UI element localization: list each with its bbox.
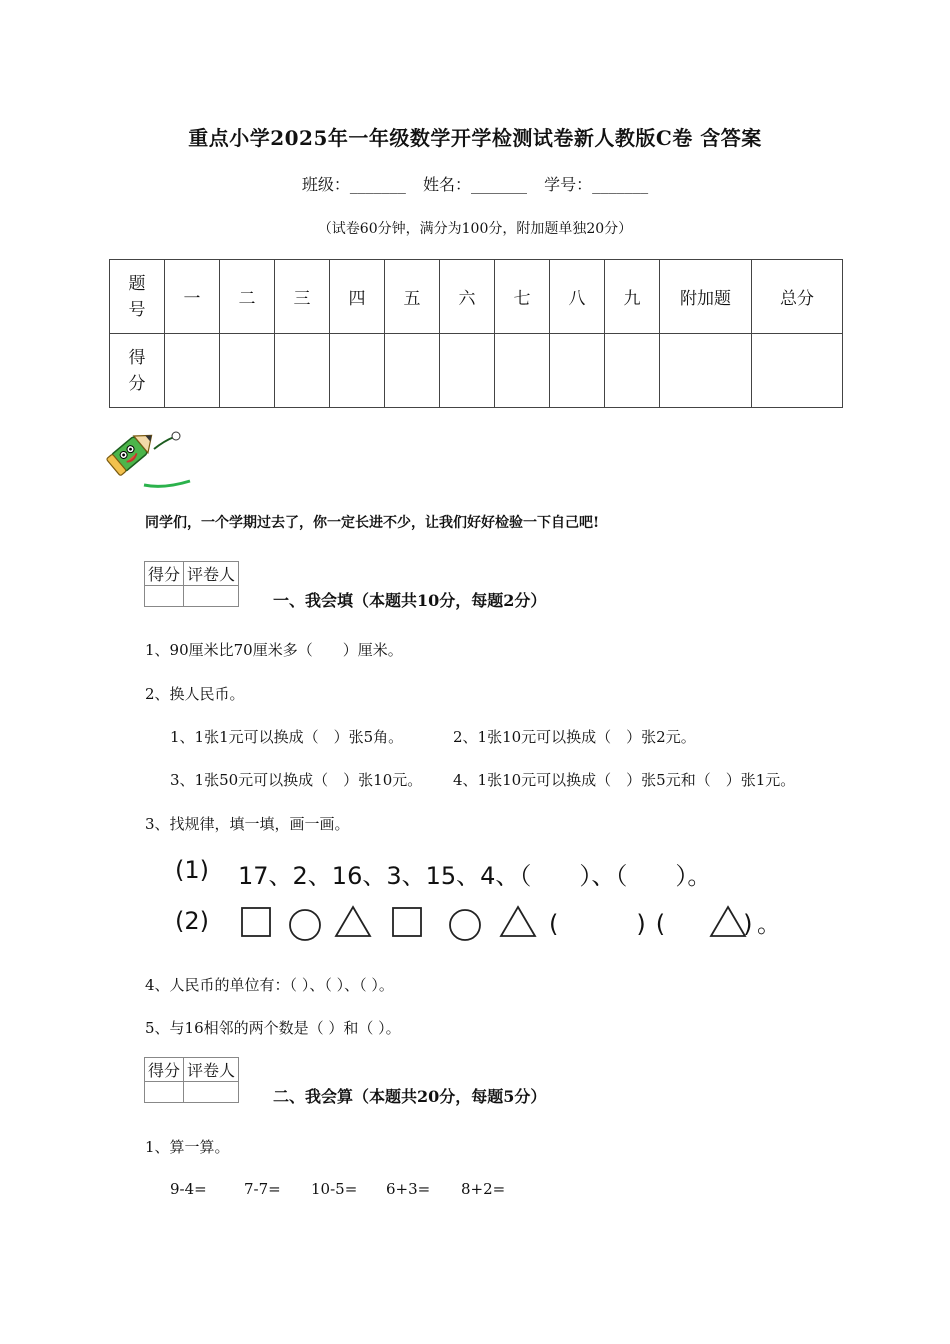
question-2: 2、换人民币。 [145, 685, 245, 703]
column-header: 一 [165, 260, 220, 334]
expression: 9-4= [170, 1180, 207, 1198]
triangle-icon [501, 907, 535, 936]
grader-score-cell[interactable] [145, 586, 184, 607]
question-2-part-1: 1、1张1元可以换成（ ）张5角。 [170, 728, 404, 746]
score-cell[interactable] [440, 334, 495, 408]
expression: 7-7= [244, 1180, 281, 1198]
pencil-mascot-icon [104, 423, 194, 493]
section-2-question-1: 1、算一算。 [145, 1138, 230, 1156]
exam-note: （试卷60分钟，满分为100分，附加题单独20分） [317, 221, 633, 237]
student-info [0, 172, 950, 195]
grader-name-cell[interactable] [184, 1082, 239, 1103]
number-field[interactable]: 学号：_______ [544, 175, 649, 194]
triangle-icon [708, 898, 748, 944]
row-header-score: 得 分 [110, 334, 165, 408]
score-cell[interactable] [330, 334, 385, 408]
grader-name-label: 评卷人 [184, 562, 239, 586]
column-header: 三 [275, 260, 330, 334]
grader-table [144, 1057, 239, 1103]
question-5: 5、与16相邻的两个数是（ ）和（ ）。 [145, 1019, 401, 1037]
name-field[interactable]: 姓名：_______ [422, 175, 527, 194]
grader-score-label: 得分 [145, 1058, 184, 1082]
grader-score-cell[interactable] [145, 1082, 184, 1103]
column-header: 四 [330, 260, 385, 334]
score-cell[interactable] [605, 334, 660, 408]
section-1-title: 一、我会填（本题共10分，每题2分） [273, 591, 547, 610]
expression: 6+3= [386, 1180, 431, 1198]
column-header: 六 [440, 260, 495, 334]
pattern-2-end: 。 [757, 910, 781, 938]
page-title: 重点小学2025年一年级数学开学检测试卷新人教版C卷 含答案 [188, 126, 762, 150]
question-1: 1、90厘米比70厘米多（ ）厘米。 [145, 641, 403, 659]
score-cell[interactable] [495, 334, 550, 408]
expression: 8+2= [461, 1180, 506, 1198]
pattern-1-sequence: 17、2、16、3、15、4、（ ）、（ ）。 [238, 862, 712, 890]
square-icon [242, 908, 270, 936]
score-cell[interactable] [275, 334, 330, 408]
row-header-question: 题 号 [110, 260, 165, 334]
column-header: 九 [605, 260, 660, 334]
score-cell[interactable] [165, 334, 220, 408]
question-2-part-3: 3、1张50元可以换成（ ）张10元。 [170, 771, 423, 789]
question-2-part-4: 4、1张10元可以换成（ ）张5元和（ ）张1元。 [453, 771, 796, 789]
class-field[interactable]: 班级：_______ [301, 175, 406, 194]
square-icon [393, 908, 421, 936]
triangle-icon [336, 907, 370, 936]
score-table-header-row [110, 260, 843, 334]
score-cell[interactable] [550, 334, 605, 408]
pattern-2-label: (2) [175, 907, 209, 935]
circle-icon [290, 910, 320, 940]
column-header: 五 [385, 260, 440, 334]
pattern-1-label: (1) [175, 856, 209, 884]
column-header: 八 [550, 260, 605, 334]
column-header: 七 [495, 260, 550, 334]
question-2-part-2: 2、1张10元可以换成（ ）张2元。 [453, 728, 696, 746]
column-header: 总分 [752, 260, 843, 334]
section-2-title: 二、我会算（本题共20分，每题5分） [273, 1087, 547, 1106]
score-table [109, 259, 843, 408]
circle-icon [450, 910, 480, 940]
column-header: 附加题 [660, 260, 752, 334]
intro-text: 同学们，一个学期过去了，你一定长进不少，让我们好好检验一下自己吧! [145, 515, 600, 531]
grader-name-cell[interactable] [184, 586, 239, 607]
score-cell[interactable] [752, 334, 843, 408]
question-4: 4、人民币的单位有：（ ）、（ ）、（ ）。 [145, 976, 394, 994]
shape-pattern [236, 898, 546, 944]
grader-name-label: 评卷人 [184, 1058, 239, 1082]
score-table-score-row [110, 334, 843, 408]
column-header: 二 [220, 260, 275, 334]
grader-table [144, 561, 239, 607]
score-cell[interactable] [660, 334, 752, 408]
grader-score-label: 得分 [145, 562, 184, 586]
question-3: 3、找规律，填一填，画一画。 [145, 815, 350, 833]
expression: 10-5= [311, 1180, 358, 1198]
score-cell[interactable] [220, 334, 275, 408]
pattern-2-blanks[interactable]: ( )( ) [549, 910, 763, 938]
score-cell[interactable] [385, 334, 440, 408]
